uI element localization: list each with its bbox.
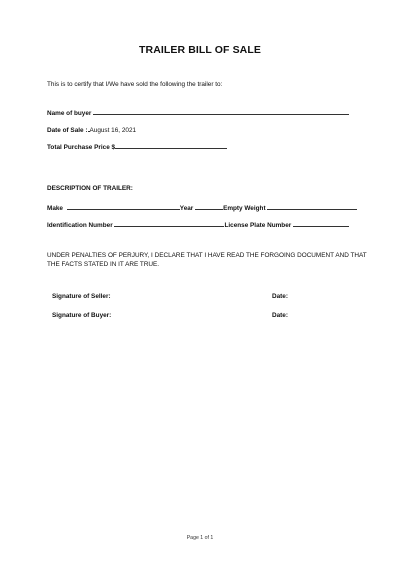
date-label-buyer: Date: [272,312,288,319]
signature-buyer-label: Signature of Buyer: [52,312,112,319]
name-of-buyer-label: Name of buyer [47,110,92,117]
description-heading: DESCRIPTION OF TRAILER: [47,185,133,192]
total-price-row [47,142,227,152]
date-of-sale-label: Date of Sale : [47,127,88,134]
name-of-buyer-field[interactable] [93,108,349,115]
id-plate-row [47,220,349,230]
total-price-field[interactable] [115,142,227,149]
license-plate-field[interactable] [293,220,349,227]
declaration-line-2: THE FACTS STATED IN IT ARE TRUE. [47,261,160,268]
empty-weight-label: Empty Weight [223,205,266,212]
license-plate-label: License Plate Number [224,222,292,229]
make-year-weight-row [47,203,357,213]
total-price-label: Total Purchase Price $ [47,144,116,151]
intro-text: This is to certify that I/We have sold the following the trailer to: [47,81,223,88]
empty-weight-field[interactable] [267,203,357,210]
signature-seller-label: Signature of Seller: [52,293,111,300]
year-field[interactable] [195,203,223,210]
year-label: Year [179,205,194,212]
name-of-buyer-row [47,108,349,118]
date-of-sale-value[interactable]: August 16, 2021 [89,127,137,134]
make-label: Make [47,205,63,212]
page-footer: Page 1 of 1 [186,535,214,541]
make-field[interactable] [67,203,180,210]
document-title: TRAILER BILL OF SALE [139,44,261,56]
date-label-seller: Date: [272,293,288,300]
declaration-line-1: UNDER PENALTIES OF PERJURY, I DECLARE THAT I HAVE READ THE FORGOING DOCUMENT AND THAT [47,252,367,259]
identification-field[interactable] [114,220,224,227]
date-of-sale-row [47,125,136,135]
identification-label: Identification Number [47,222,113,229]
